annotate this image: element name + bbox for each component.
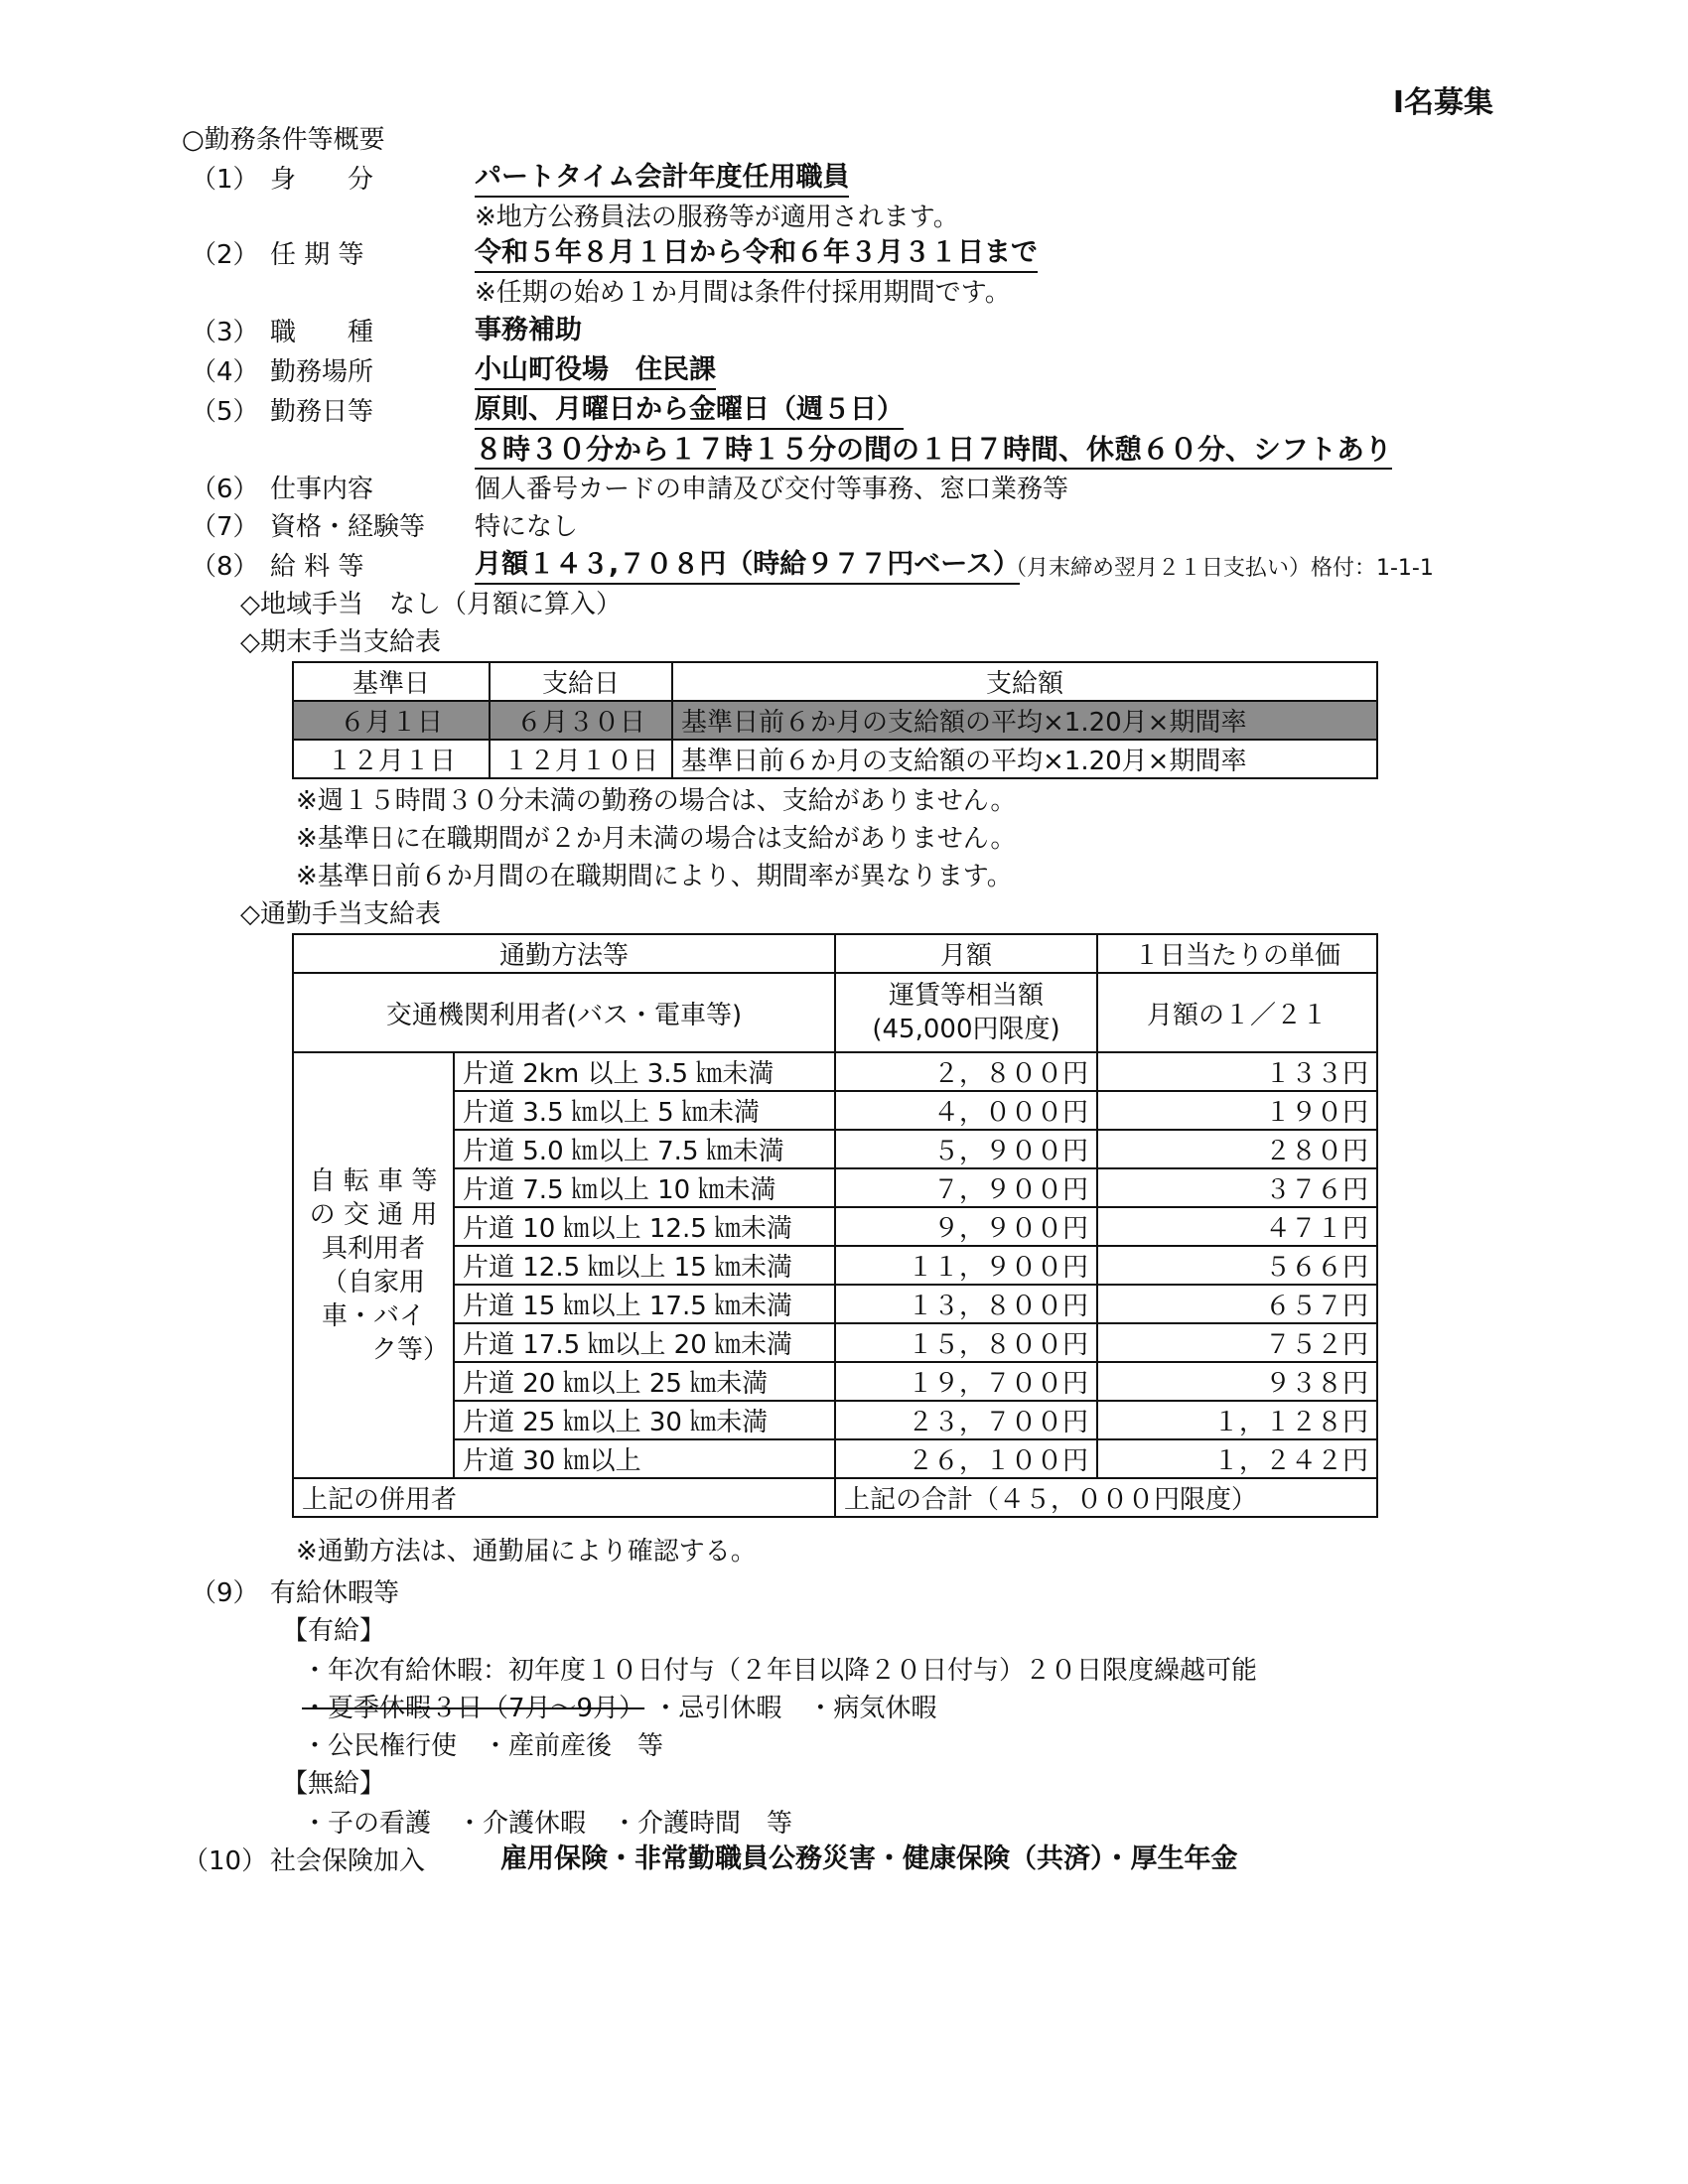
item-8-value: 月額１４３,７０８円（時給９７７円ベース） [475, 548, 1020, 585]
commute-distance: 片道 10 ㎞以上 12.5 ㎞未満 [454, 1207, 835, 1246]
commute-bike-row [293, 1401, 1377, 1439]
item-8-label: 給 料 等 [270, 552, 364, 582]
paid-leave-line-2-rest: ・忌引休暇 ・病気休暇 [652, 1694, 937, 1723]
commute-monthly: １５，８００円 [835, 1323, 1097, 1362]
commute-daily: ２８０円 [1097, 1130, 1377, 1168]
bonus-header-row [293, 662, 1377, 701]
bonus-header-pay-date: 支給日 [490, 662, 672, 701]
item-3-label: 職 種 [270, 318, 374, 347]
commute-bike-row [293, 1130, 1377, 1168]
item-10-value: 雇用保険・非常勤職員公務災害・健康保険（共済）・厚生年金 [500, 1843, 1238, 1874]
commute-distance: 片道 5.0 ㎞以上 7.5 ㎞未満 [454, 1130, 835, 1168]
commute-monthly: ９，９００円 [835, 1207, 1097, 1246]
item-7-number: （7） [191, 512, 259, 542]
bonus-note-1: ※週１５時間３０分未満の勤務の場合は、支給がありません。 [296, 786, 1017, 816]
bonus-cell: ６月３０日 [490, 701, 672, 740]
paid-leave-line-2 [302, 1692, 936, 1725]
item-4-number: （4） [191, 357, 259, 387]
commute-transit-daily: 月額の１／２１ [1097, 973, 1377, 1052]
commute-monthly: １９，７００円 [835, 1362, 1097, 1401]
commute-header-row [293, 934, 1377, 973]
unpaid-leave-heading: 【無給】 [282, 1769, 386, 1799]
item-7-value: 特になし [475, 512, 579, 542]
commute-header-daily: １日当たりの単価 [1097, 934, 1377, 973]
paid-leave-line-1: ・年次有給休暇：初年度１０日付与（２年目以降２０日付与）２０日限度繰越可能 [302, 1656, 1258, 1686]
item-1-note: ※地方公務員法の服務等が適用されます。 [475, 203, 959, 232]
item-5-number: （5） [191, 397, 259, 427]
commute-daily: １９０円 [1097, 1091, 1377, 1130]
commute-distance: 片道 30 ㎞以上 [454, 1439, 835, 1478]
commute-monthly: １３，８００円 [835, 1285, 1097, 1323]
item-5-hours: ８時３０分から１７時１５分の間の１日７時間、休憩６０分、シフトあり [475, 433, 1392, 470]
commute-monthly: ５，９００円 [835, 1130, 1097, 1168]
commute-daily: １，２４２円 [1097, 1439, 1377, 1478]
item-2-note: ※任期の始め１か月間は条件付採用期間です。 [475, 278, 1011, 308]
item-9-number: （9） [191, 1578, 259, 1608]
commute-transit-monthly [835, 973, 1097, 1052]
regional-allowance: ◇地域手当 なし（月額に算入） [240, 590, 622, 619]
commute-combined-row [293, 1478, 1377, 1517]
item-8-note: （月末締め翌月２１日支払い）格付：1-1-1 [1005, 556, 1434, 581]
commute-bike-label [293, 1052, 454, 1478]
paid-leave-heading: 【有給】 [282, 1616, 386, 1646]
bonus-cell: １２月１日 [293, 740, 490, 778]
bike-label-line: 自 転 車 等 [309, 1165, 438, 1196]
item-6-number: （6） [191, 475, 259, 504]
item-6-label: 仕事内容 [270, 475, 374, 504]
item-1-value: パートタイム会計年度任用職員 [475, 161, 849, 198]
commute-monthly: ４，０００円 [835, 1091, 1097, 1130]
commute-note: ※通勤方法は、通勤届により確認する。 [296, 1537, 757, 1567]
item-9-label: 有給休暇等 [270, 1578, 400, 1608]
commute-bike-row [293, 1439, 1377, 1478]
commute-transit-row [293, 973, 1377, 1052]
commute-bike-row [293, 1052, 1377, 1091]
commute-bike-row [293, 1091, 1377, 1130]
unpaid-leave-line-1: ・子の看護 ・介護休暇 ・介護時間 等 [302, 1809, 793, 1839]
page-title: ○勤務条件等概要 [182, 125, 385, 155]
bonus-table [292, 661, 1378, 779]
commute-distance: 片道 2km 以上 3.5 ㎞未満 [454, 1052, 835, 1091]
bike-label-line: 具利用者 [321, 1233, 425, 1264]
summer-leave-struck: ・夏季休暇３日（7月～9月） [302, 1694, 645, 1723]
commute-daily: １３３円 [1097, 1052, 1377, 1091]
commute-distance: 片道 3.5 ㎞以上 5 ㎞未満 [454, 1091, 835, 1130]
commute-monthly: ２，８００円 [835, 1052, 1097, 1091]
commute-daily: ７５２円 [1097, 1323, 1377, 1362]
item-4-value: 小山町役場 住民課 [475, 353, 716, 390]
commute-transit-label: 交通機関利用者(バス・電車等) [293, 973, 835, 1052]
commute-bike-row [293, 1168, 1377, 1207]
commute-monthly: １１，９００円 [835, 1246, 1097, 1285]
bike-label-line: の 交 通 用 [309, 1199, 438, 1230]
item-8-number: （8） [191, 552, 259, 582]
commute-transit-monthly-line1: 運賃等相当額 [889, 981, 1045, 1011]
header-tag: Ⅰ名募集 [1392, 85, 1493, 120]
item-5-label: 勤務日等 [270, 397, 374, 427]
commute-transit-monthly-line2: (45,000円限度) [872, 1015, 1060, 1044]
commute-distance: 片道 7.5 ㎞以上 10 ㎞未満 [454, 1168, 835, 1207]
commute-daily: ３７６円 [1097, 1168, 1377, 1207]
commute-monthly: ２６，１００円 [835, 1439, 1097, 1478]
commute-header-method: 通勤方法等 [293, 934, 835, 973]
bonus-note-2: ※基準日に在職期間が２か月未満の場合は支給がありません。 [296, 824, 1017, 854]
item-4-label: 勤務場所 [270, 357, 374, 387]
bike-label-line: （自家用 [321, 1267, 425, 1297]
bonus-header-amount: 支給額 [672, 662, 1377, 701]
commute-daily: ４７１円 [1097, 1207, 1377, 1246]
commute-bike-row [293, 1246, 1377, 1285]
item-1-number: （1） [191, 165, 259, 195]
commute-distance: 片道 17.5 ㎞以上 20 ㎞未満 [454, 1323, 835, 1362]
commute-daily: ６５７円 [1097, 1285, 1377, 1323]
bonus-cell: ６月１日 [293, 701, 490, 740]
bike-label-line: ク等） [370, 1334, 449, 1365]
bonus-row-december [293, 740, 1377, 778]
item-1-label: 身 分 [270, 165, 374, 195]
item-5-value: 原則、月曜日から金曜日（週５日） [475, 393, 904, 430]
bonus-cell: １２月１０日 [490, 740, 672, 778]
item-7-label: 資格・経験等 [270, 512, 426, 542]
item-3-number: （3） [191, 318, 259, 347]
commute-distance: 片道 20 ㎞以上 25 ㎞未満 [454, 1362, 835, 1401]
commute-bike-row [293, 1362, 1377, 1401]
commute-bike-row [293, 1207, 1377, 1246]
commute-heading: ◇通勤手当支給表 [240, 899, 441, 929]
bonus-note-3: ※基準日前６か月間の在職期間により、期間率が異なります。 [296, 862, 1013, 891]
commute-header-monthly: 月額 [835, 934, 1097, 973]
item-10-number: （10） [183, 1846, 268, 1876]
bonus-header-base-date: 基準日 [293, 662, 490, 701]
bike-label-line: 車・バイ [321, 1300, 425, 1331]
commute-monthly: ２３，７００円 [835, 1401, 1097, 1439]
commute-table [292, 933, 1378, 1518]
commute-combined-value: 上記の合計（４５，０００円限度） [835, 1478, 1377, 1517]
commute-bike-row [293, 1323, 1377, 1362]
commute-monthly: ７，９００円 [835, 1168, 1097, 1207]
commute-daily: １，１２８円 [1097, 1401, 1377, 1439]
commute-combined-label: 上記の併用者 [293, 1478, 835, 1517]
item-2-value: 令和５年８月１日から令和６年３月３１日まで [475, 236, 1038, 273]
item-10-label: 社会保険加入 [270, 1846, 426, 1876]
item-6-value: 個人番号カードの申請及び交付等事務、窓口業務等 [475, 475, 1069, 504]
commute-distance: 片道 12.5 ㎞以上 15 ㎞未満 [454, 1246, 835, 1285]
bonus-heading: ◇期末手当支給表 [240, 627, 441, 657]
bonus-cell: 基準日前６か月の支給額の平均×1.20月×期間率 [672, 701, 1377, 740]
commute-distance: 片道 25 ㎞以上 30 ㎞未満 [454, 1401, 835, 1439]
item-3-value: 事務補助 [475, 315, 582, 345]
paid-leave-line-3: ・公民権行使 ・産前産後 等 [302, 1731, 664, 1761]
bonus-cell: 基準日前６か月の支給額の平均×1.20月×期間率 [672, 740, 1377, 778]
item-2-label: 任 期 等 [270, 240, 364, 270]
item-2-number: （2） [191, 240, 259, 270]
commute-bike-row [293, 1285, 1377, 1323]
bonus-row-june [293, 701, 1377, 740]
commute-distance: 片道 15 ㎞以上 17.5 ㎞未満 [454, 1285, 835, 1323]
commute-daily: ９３８円 [1097, 1362, 1377, 1401]
commute-daily: ５６６円 [1097, 1246, 1377, 1285]
